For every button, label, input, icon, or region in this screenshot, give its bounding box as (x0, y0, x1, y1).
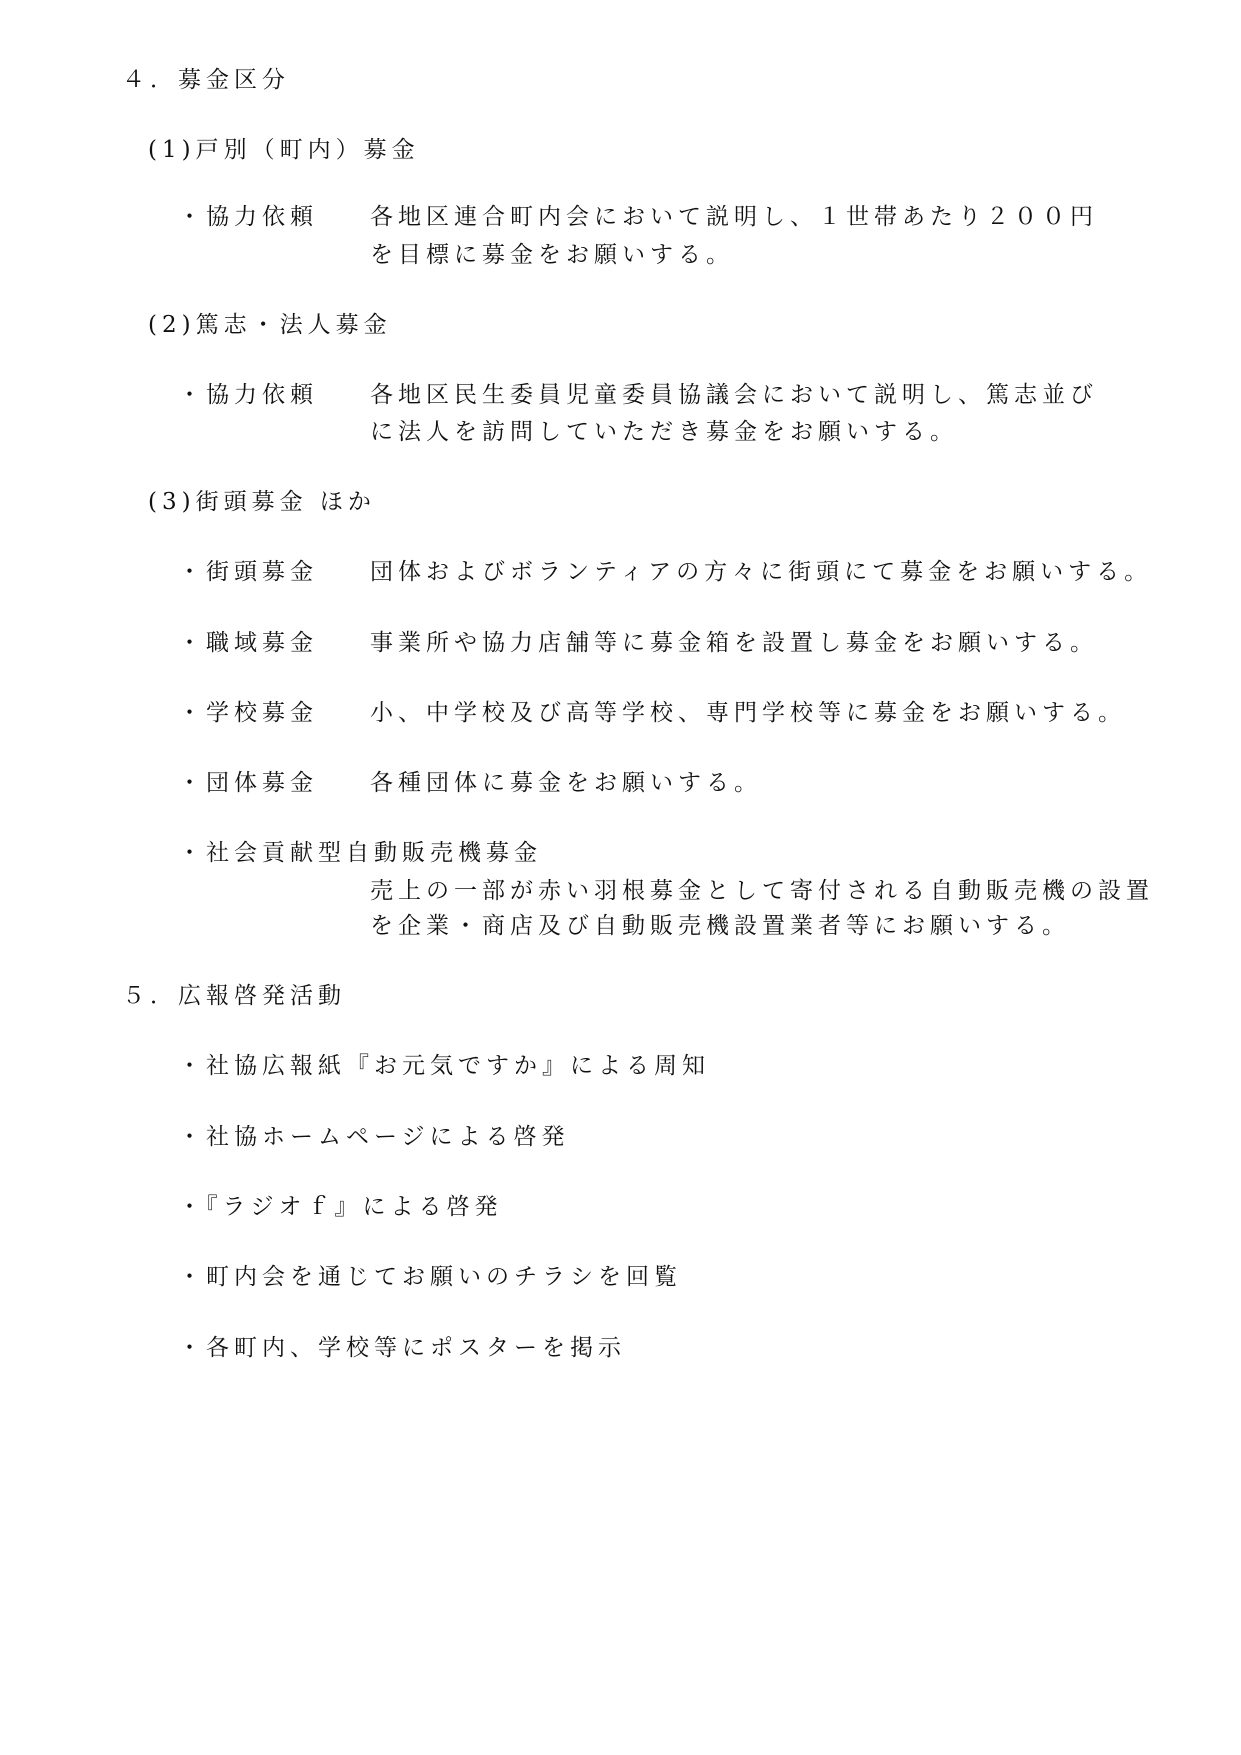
section-4-heading: ４．募金区分 (122, 67, 290, 93)
sub3-item-label: ・学校募金 (178, 700, 318, 726)
pr-item: ・町内会を通じてお願いのチラシを回覧 (178, 1264, 682, 1290)
section-5-heading: ５．広報啓発活動 (122, 983, 346, 1009)
sub1-item-label: ・協力依頼 (178, 204, 318, 230)
vending-desc-line1: 売上の一部が赤い羽根募金として寄付される自動販売機の設置 (370, 878, 1154, 904)
subsection-2-title: (2)篤志・法人募金 (148, 312, 392, 338)
subsection-3-title: (3)街頭募金 ほか (148, 489, 376, 515)
sub2-desc-line1: 各地区民生委員児童委員協議会において説明し、篤志並び (370, 382, 1098, 408)
sub2-item-label: ・協力依頼 (178, 382, 318, 408)
pr-item: ・『ラジオｆ』による啓発 (178, 1194, 503, 1220)
subsection-1-title: (1)戸別（町内）募金 (148, 137, 420, 163)
sub1-desc-line1: 各地区連合町内会において説明し、１世帯あたり２００円 (370, 204, 1098, 230)
sub3-item-label: ・職域募金 (178, 630, 318, 656)
pr-item: ・社協広報紙『お元気ですか』による周知 (178, 1053, 710, 1079)
sub3-item-label: ・街頭募金 (178, 559, 318, 585)
sub2-desc-line2: に法人を訪問していただき募金をお願いする。 (370, 419, 958, 445)
vending-desc-line2: を企業・商店及び自動販売機設置業者等にお願いする。 (370, 913, 1070, 939)
pr-item: ・各町内、学校等にポスターを掲示 (178, 1335, 626, 1361)
pr-item: ・社協ホームページによる啓発 (178, 1124, 570, 1150)
sub3-item-desc: 小、中学校及び高等学校、専門学校等に募金をお願いする。 (370, 700, 1126, 726)
sub3-item-desc: 団体およびボランティアの方々に街頭にて募金をお願いする。 (370, 559, 1153, 585)
vending-item-label: ・社会貢献型自動販売機募金 (178, 840, 542, 866)
sub3-item-desc: 事業所や協力店舗等に募金箱を設置し募金をお願いする。 (370, 630, 1098, 656)
sub3-item-desc: 各種団体に募金をお願いする。 (370, 770, 762, 796)
sub3-item-label: ・団体募金 (178, 770, 318, 796)
sub1-desc-line2: を目標に募金をお願いする。 (370, 242, 734, 268)
